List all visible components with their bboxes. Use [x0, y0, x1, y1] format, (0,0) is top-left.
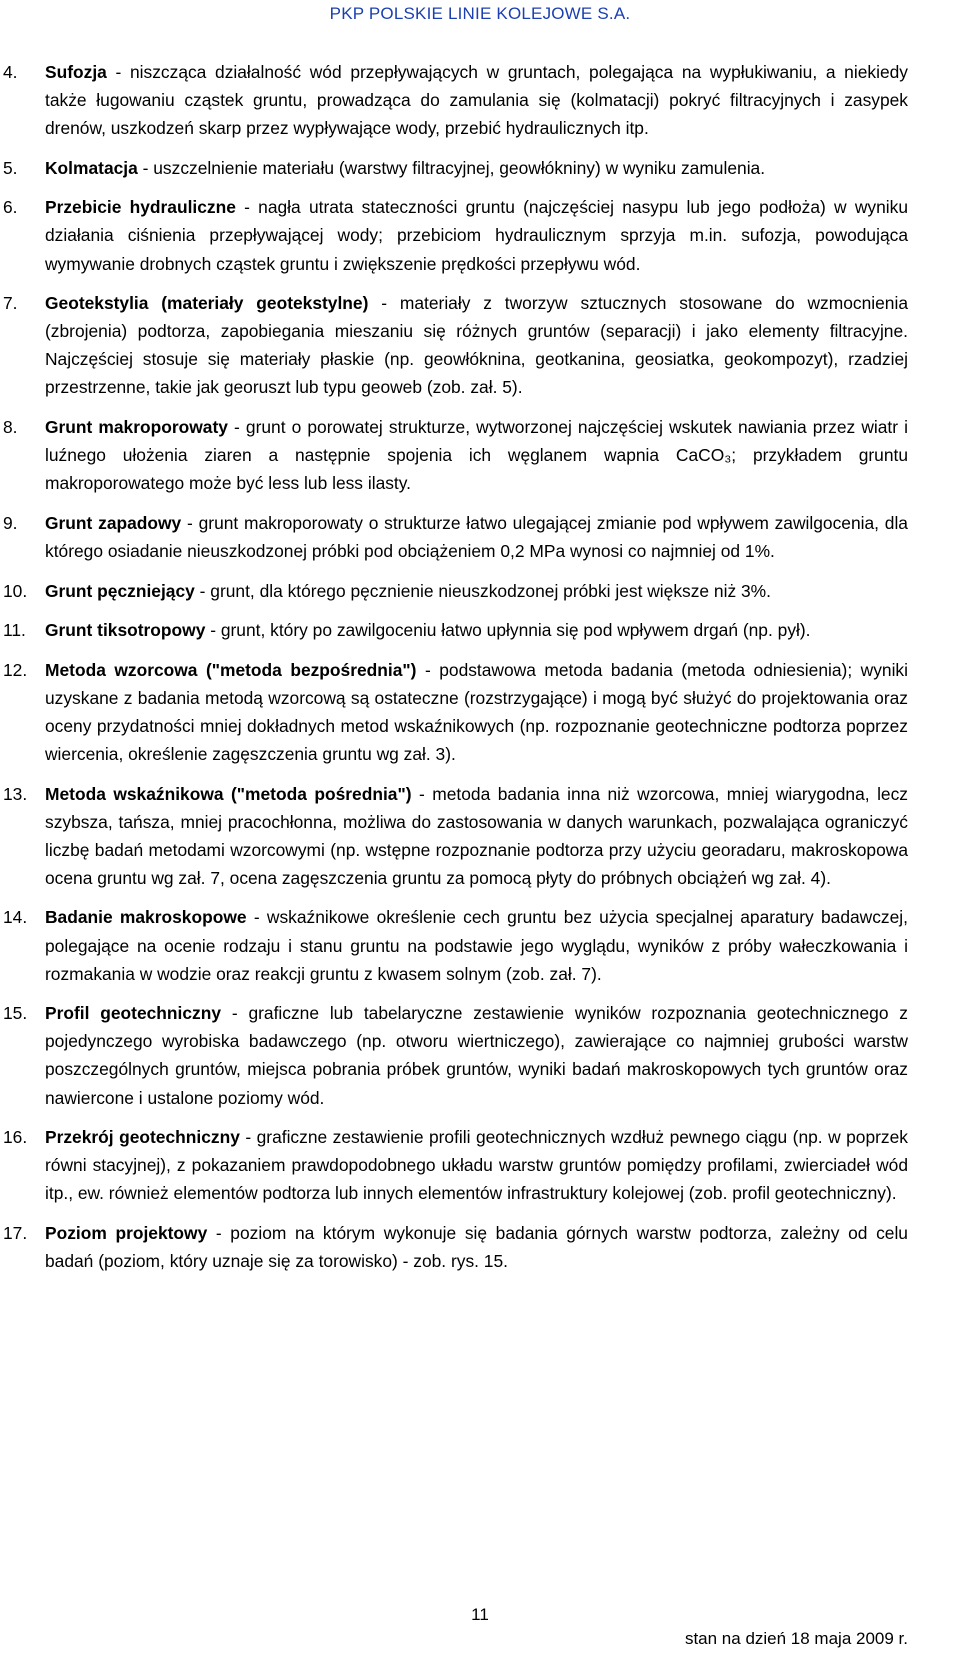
- item-number: 4.: [3, 62, 18, 82]
- item-number: 17.: [3, 1222, 28, 1243]
- definition-term: Kolmatacja: [45, 157, 138, 178]
- definition-item: [3, 509, 908, 565]
- definition-text: - uszczelnienie materiału (warstwy filtracyjnej, geowłókniny) w wyniku zamulenia.: [137, 157, 766, 178]
- definition-text: - podstawowa metoda badania (metoda odniesienia); wyniki uzyskane z badania metodą wzorcową są ostateczne (rozstrzygające) i mogą być służyć do projektowania oraz oceny przydatności mniej dokładnych metod wskaźnikowych (np. rozpoznanie geotechniczne podtorza poprzez wiercenia, określenie zagęszczenia gruntu wg zał. 3).: [45, 659, 908, 764]
- definition-text: - nagła utrata stateczności gruntu (najczęściej nasypu lub jego podłoża) w wyniku działania ciśnienia przepływającej wody; przebiciom hydraulicznym sprzyja m.in. sufozja, powodująca wymywanie drobnych cząstek gruntu i zwiększenie prędkości przepływu wód.: [45, 197, 908, 274]
- item-number: 16.: [3, 1127, 28, 1148]
- definition-text: - grunt makroporowaty o strukturze łatwo ulegającej zmianie pod wpływem zawilgocenia, dla którego osiadanie nieuszkodzonej próbki pod obciążeniem 0,2 MPa wynosi co najmniej od 1%.: [45, 512, 908, 561]
- definition-term: Metoda wskaźnikowa ("metoda pośrednia"): [45, 783, 412, 804]
- definition-item: [3, 616, 908, 644]
- item-number: 12.: [3, 659, 28, 680]
- item-number: 10.: [3, 580, 28, 601]
- item-number: 8.: [3, 417, 18, 438]
- definition-item: [3, 154, 908, 182]
- definition-text: - graficzne zestawienie profili geotechnicznych wzdłuż pewnego ciągu (np. w poprzek równi stacyjnej), z pokazaniem prawdopodobnego układu warstw gruntów pomiędzy profilami, zwierciadeł wód itp., ew. również elementów podtorza lub innych elementów infrastruktury kolejowej (zob. profil geotechniczny).: [45, 1127, 908, 1204]
- item-number: 13.: [3, 783, 28, 804]
- definition-term: Grunt zapadowy: [45, 512, 182, 533]
- revision-date: stan na dzień 18 maja 2009 r.: [684, 1629, 908, 1648]
- item-number: 9.: [3, 512, 18, 533]
- document-header: PKP POLSKIE LINIE KOLEJOWE S.A.: [329, 4, 631, 23]
- definition-term: Poziom projektowy: [45, 1222, 208, 1243]
- definition-text: - niszcząca działalność wód przepływających w gruntach, polegająca na wypłukiwaniu, a niekiedy także ługowaniu cząstek gruntu, prowadząca do zamulania się (kolmatacji) pokryć filtracyjnych i zasypek drenów, uszkodzeń skarp przez wypływające wody, przebić hydraulicznych itp.: [45, 62, 908, 139]
- item-number: 6.: [3, 197, 18, 218]
- definition-text: - graficzne lub tabelaryczne zestawienie wyników rozpoznania geotechnicznego z pojedynczego wyrobiska badawczego (np. otworu wiertniczego), zawierające co najmniej grubości warstw poszczególnych gruntów, miejsca pobrania próbek gruntów, wyniki badań makroskopowych tych gruntów oraz nawiercone i ustalone poziomy wód.: [45, 1003, 908, 1108]
- definition-term: Grunt tiksotropowy: [45, 620, 206, 641]
- definition-term: Badanie makroskopowe: [45, 907, 247, 928]
- definition-item: [3, 780, 908, 892]
- definition-item: [3, 656, 908, 768]
- item-number: 15.: [3, 1003, 28, 1024]
- definition-text: - grunt, który po zawilgoceniu łatwo upłynnia się pod wpływem drgań (np. pył).: [205, 620, 811, 641]
- definition-text: - poziom na którym wykonuje się badania górnych warstw podtorza, zależny od celu badań (poziom, który uznaje się za torowisko) - zob. rys. 15.: [45, 1222, 908, 1271]
- definition-item: [3, 903, 908, 987]
- definition-term: Grunt makroporowaty: [45, 417, 228, 438]
- definition-term: Profil geotechniczny: [45, 1003, 222, 1024]
- definition-item: [3, 1123, 908, 1207]
- definition-text: - metoda badania inna niż wzorcowa, mniej wiarygodna, lecz szybsza, tańsza, mniej pracochłonna, możliwa do zastosowania w danych warunkach, pozwalająca ograniczyć liczbę badań metodami wzorcowymi (np. wstępne rozpoznanie podtorza przy użyciu georadaru, makroskopowa ocena gruntu wg zał. 7, ocena zagęszczenia gruntu za pomocą płyty do próbnych obciążeń wg zał. 4).: [45, 783, 908, 888]
- definition-term: Metoda wzorcowa ("metoda bezpośrednia"): [45, 659, 417, 680]
- item-number: 14.: [3, 907, 28, 928]
- definition-term: Przekrój geotechniczny: [45, 1127, 240, 1148]
- definition-item: [3, 193, 908, 277]
- definition-text: - wskaźnikowe określenie cech gruntu bez użycia specjalnej aparatury badawczej, polegające na ocenie rodzaju i stanu gruntu na podstawie jego wyglądu, wyników z próby wałeczkowania i rozmakania w wodzie oraz reakcji gruntu z kwasem solnym (zob. zał. 7).: [45, 907, 908, 984]
- page-number: 11: [471, 1605, 489, 1624]
- definition-item: [3, 289, 908, 401]
- definition-term: Grunt pęczniejący: [45, 580, 195, 601]
- item-number: 7.: [3, 293, 18, 314]
- definition-term: Geotekstylia (materiały geotekstylne): [45, 293, 369, 314]
- definition-item: [3, 58, 908, 142]
- definition-item: [3, 413, 908, 497]
- item-number: 11.: [3, 620, 26, 641]
- definition-text: - materiały z tworzyw sztucznych stosowane do wzmocnienia (zbrojenia) podtorza, zapobiegania mieszaniu się różnych gruntów (separacji) i jako elementy filtracyjne. Najczęściej stosuje się materiały płaskie (np. geowłóknina, geotkanina, geosiatka, geokompozyt), rzadziej przestrzenne, takie jak georuszt lub typu geoweb (zob. zał. 5).: [45, 293, 908, 398]
- definition-item: [3, 1219, 908, 1275]
- definition-term: Przebicie hydrauliczne: [45, 197, 236, 218]
- definition-item: [3, 577, 908, 605]
- definition-text: - grunt, dla którego pęcznienie nieuszkodzonej próbki jest większe niż 3%.: [194, 580, 771, 601]
- definition-item: [3, 999, 908, 1111]
- item-number: 5.: [3, 157, 18, 178]
- definition-term: Sufozja: [45, 62, 107, 82]
- definition-text: - grunt o porowatej strukturze, wytworzonej najczęściej wskutek nawiania przez wiatr i luźnego ułożenia ziaren a następnie spojenia ich węglanem wapnia CaCO₃; przykładem gruntu makroporowatego może być less lub less ilasty.: [45, 417, 908, 494]
- definitions-list: [3, 58, 908, 1287]
